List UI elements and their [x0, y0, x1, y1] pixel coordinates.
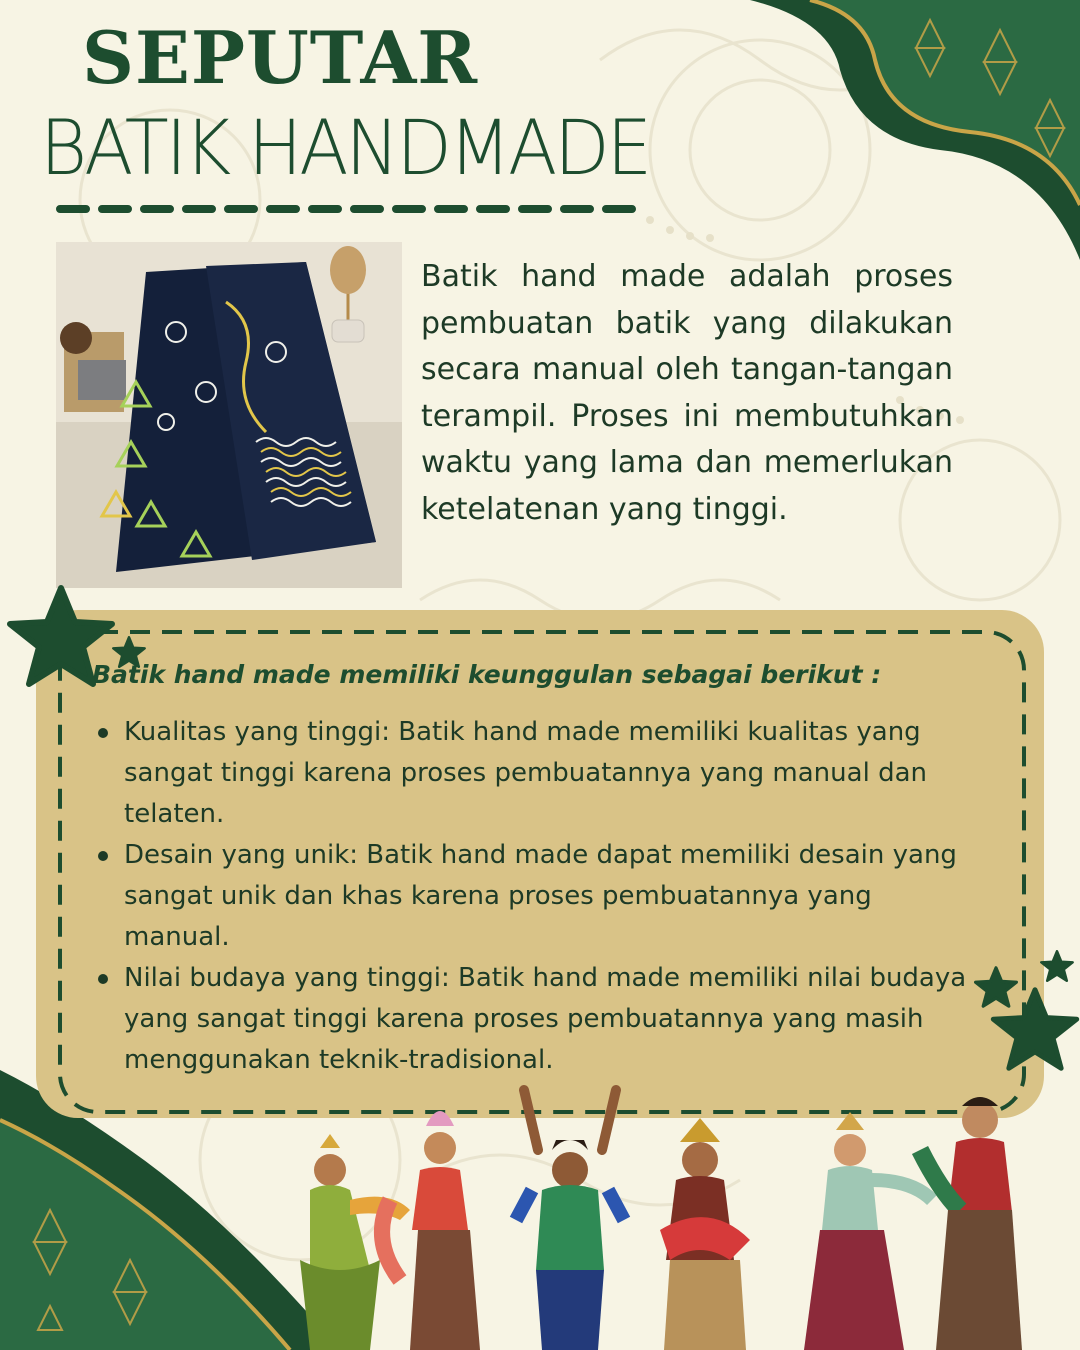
page-subtitle: BATIK HANDMADE [40, 103, 650, 193]
advantages-heading: Batik hand made memiliki keunggulan sebagai berikut : [92, 660, 882, 689]
advantages-list [92, 712, 982, 1081]
star-icon [6, 584, 116, 688]
star-icon [112, 636, 146, 668]
page-title: SEPUTAR [82, 15, 479, 100]
list-item: Desain yang unik: Batik hand made dapat memiliki desain yang sangat unik dan khas karena proses pembuatannya yang manual. [92, 835, 982, 958]
batik-cloth-photo [56, 242, 402, 588]
traditional-dancers-illustration [280, 1030, 1080, 1350]
batik-photo-drawing [56, 242, 402, 588]
title-divider [56, 202, 646, 216]
list-item: Nilai budaya yang tinggi: Batik hand made memiliki nilai budaya yang sangat tinggi karena proses pembuatannya yang masih menggunakan teknik-tradisional. [92, 958, 982, 1081]
corner-ornament-top-right [750, 0, 1080, 260]
star-icon [1040, 950, 1074, 982]
list-item: Kualitas yang tinggi: Batik hand made memiliki kualitas yang sangat tinggi karena proses pembuatannya yang manual dan telaten. [92, 712, 982, 835]
intro-paragraph: Batik hand made adalah proses pembuatan batik yang dilakukan secara manual oleh tangan-tangan terampil. Proses ini membutuhkan waktu yang lama dan memerlukan ketelatenan yang tinggi. [421, 259, 953, 527]
